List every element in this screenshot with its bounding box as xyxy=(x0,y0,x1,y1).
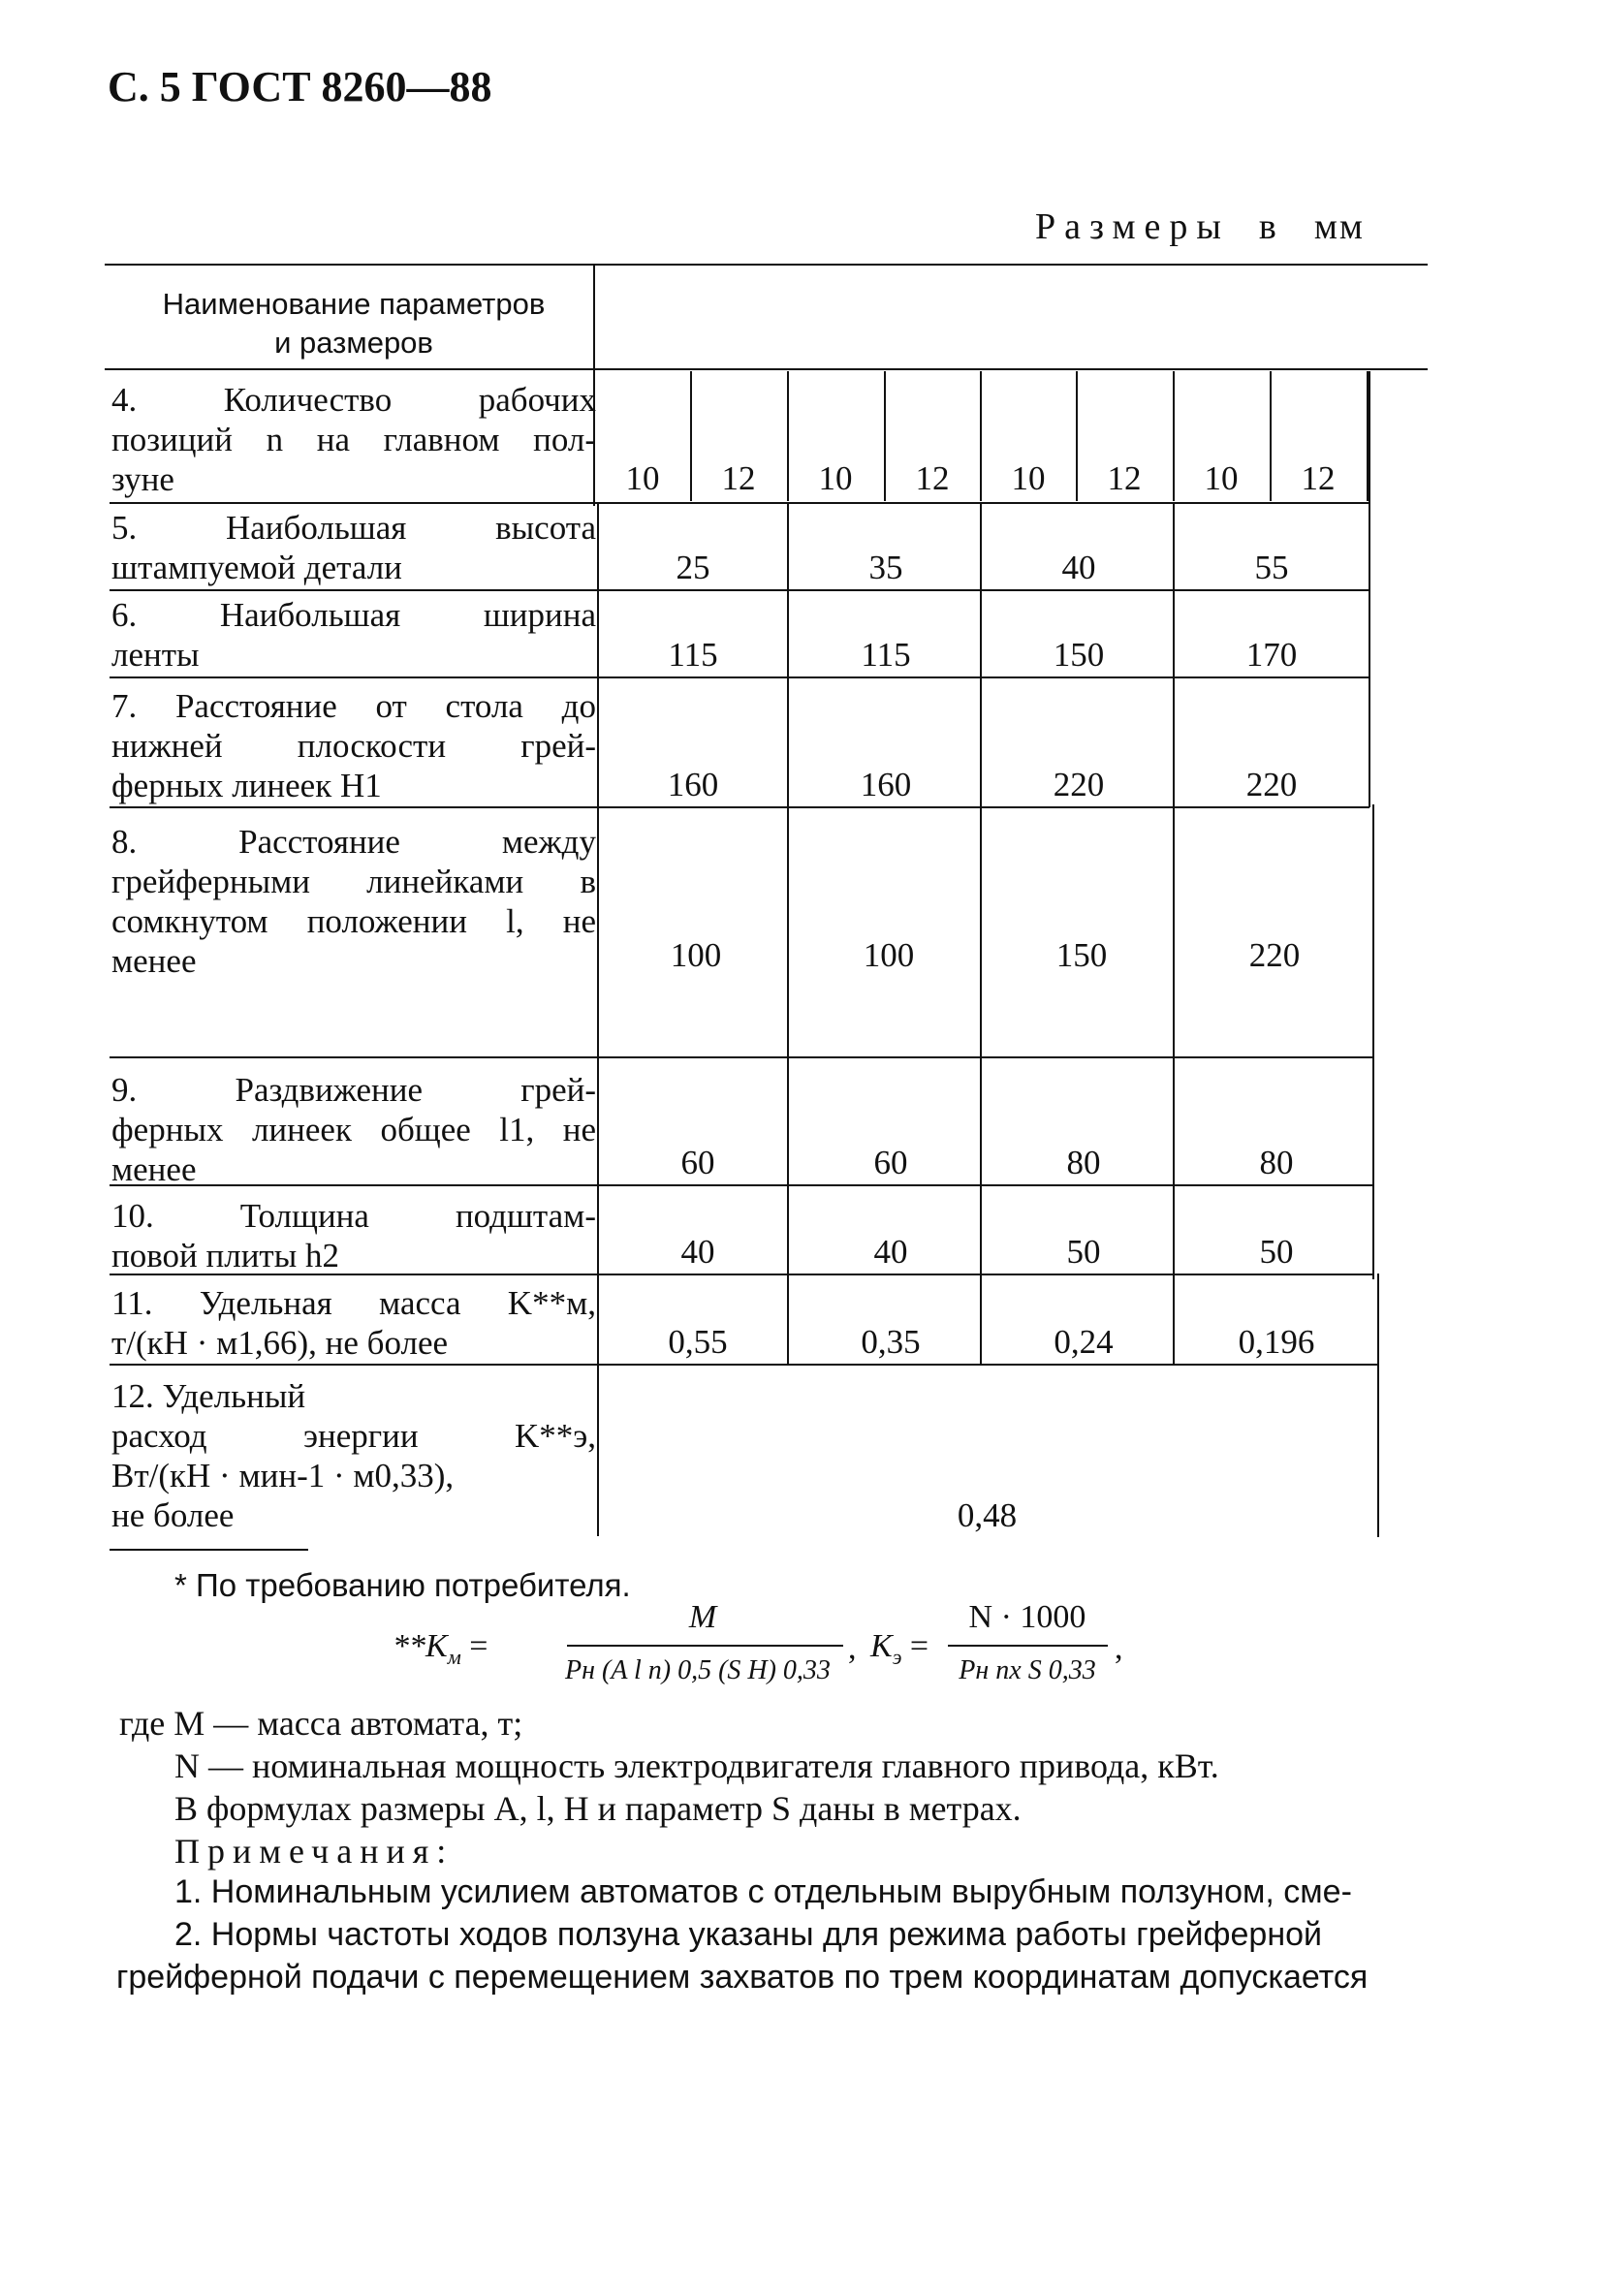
row-sep-5 xyxy=(110,589,1369,591)
formula-km-denominator: Pн (A l n) 0,5 (S H) 0,33 xyxy=(565,1655,831,1685)
table-cell: 40 xyxy=(680,1233,715,1271)
table-cell: 10 xyxy=(818,459,853,497)
param-line: 9. Раздвижение грей- xyxy=(111,1071,596,1109)
formula-ke-sub: э xyxy=(892,1644,902,1669)
table-cell: 12 xyxy=(1301,459,1336,497)
table-cell: 115 xyxy=(861,636,911,674)
param-line: 12. Удельный xyxy=(111,1377,306,1415)
param-line: грейферными линейками в xyxy=(111,863,596,900)
formula-ke-denominator: Pн nх S 0,33 xyxy=(959,1655,1096,1685)
table-cell: 10 xyxy=(625,459,660,497)
right-border-bottom xyxy=(1377,1274,1379,1537)
table-cell: 220 xyxy=(1053,766,1105,803)
table-cell: 160 xyxy=(667,766,719,803)
param-line: ферных линеек общее l1, не xyxy=(111,1111,596,1148)
param-line: расход энергии K**э, xyxy=(111,1417,596,1455)
param-line: повой плиты h2 xyxy=(111,1237,339,1274)
param-row-8 xyxy=(111,822,596,981)
param-line: зуне xyxy=(111,460,174,498)
param-row-6 xyxy=(111,595,596,675)
param-line: ленты xyxy=(111,636,200,674)
table-cell: 60 xyxy=(873,1144,908,1181)
param-line: позиций n на главном пол- xyxy=(111,421,596,458)
formula-km-label xyxy=(393,1628,488,1670)
formula-km-numerator: M xyxy=(688,1599,717,1635)
table-cell: 0,55 xyxy=(668,1323,728,1361)
param-row-11 xyxy=(111,1283,596,1363)
table-cell: 150 xyxy=(1055,936,1108,974)
param-line: нижней плоскости грей- xyxy=(111,727,596,765)
param-row-7 xyxy=(111,686,596,805)
table-cell: 0,35 xyxy=(861,1323,921,1361)
head-label-line1: Наименование параметров xyxy=(162,287,546,321)
note-2: 2. Нормы частоты ходов ползуна указаны для режима работы грейферной xyxy=(174,1916,1322,1953)
table-cell: 35 xyxy=(868,549,903,586)
table-cell: 0,24 xyxy=(1054,1323,1114,1361)
param-line: сомкнутом положении l, не xyxy=(111,902,596,940)
table-bottom-stub xyxy=(110,1549,308,1551)
row-sep-11 xyxy=(110,1364,1379,1366)
param-line: 10. Толщина подштам- xyxy=(111,1197,596,1235)
param-line: 6. Наибольшая ширина xyxy=(111,596,596,634)
formula-km-fraction-bar xyxy=(567,1645,843,1647)
table-cell: 12 xyxy=(915,459,950,497)
formula-sep: , xyxy=(848,1630,857,1666)
table-cell: 100 xyxy=(863,936,915,974)
note-1: 1. Номинальным усилием автоматов с отдельным вырубным ползуном, сме- xyxy=(174,1873,1352,1910)
formula-ke-eq: = xyxy=(909,1628,929,1664)
row-sep-6 xyxy=(110,676,1369,678)
table-cell: 50 xyxy=(1259,1233,1294,1271)
where-line-2: N — номинальная мощность электродвигателя главного привода, кВт. xyxy=(174,1746,1219,1785)
param-line: 8. Расстояние между xyxy=(111,823,596,861)
units-prep: в xyxy=(1258,206,1285,247)
param-line: 4. Количество рабочих xyxy=(111,381,596,419)
right-border-mid xyxy=(1372,804,1374,1279)
param-row-10 xyxy=(111,1196,596,1275)
table-cell: 50 xyxy=(1066,1233,1101,1271)
row-sep-7 xyxy=(110,806,1369,808)
table-cell: 0,48 xyxy=(957,1496,1018,1534)
table-head-label xyxy=(111,285,596,362)
table-cell: 80 xyxy=(1259,1144,1294,1181)
param-line: менее xyxy=(111,1150,197,1188)
header-separator-right xyxy=(594,368,1428,370)
formula-km-sub: м xyxy=(447,1644,461,1669)
row-sep-4 xyxy=(110,502,1369,504)
formula-prefix: **K xyxy=(393,1628,448,1664)
table-cell: 220 xyxy=(1245,766,1298,803)
param-line: 5. Наибольшая высота xyxy=(111,509,596,547)
param-line: ферных линеек H1 xyxy=(111,767,382,804)
footnote-star: * По требованию потребителя. xyxy=(174,1567,631,1603)
table-cell: 10 xyxy=(1204,459,1239,497)
where-line-3: В формулах размеры A, l, H и параметр S даны в метрах. xyxy=(174,1789,1022,1828)
table-cell: 60 xyxy=(680,1144,715,1181)
formula-ke-label xyxy=(870,1628,928,1670)
param-line: не более xyxy=(111,1496,235,1534)
formula-ke: K xyxy=(870,1628,893,1664)
row-sep-8 xyxy=(110,1056,1374,1058)
formula-ke-numerator: N · 1000 xyxy=(968,1599,1086,1635)
param-line: менее xyxy=(111,942,197,980)
param-line: штампуемой детали xyxy=(111,549,402,586)
note-3: грейферной подачи с перемещением захватов по трем координатам допускается xyxy=(116,1959,1369,1996)
param-line: 7. Расстояние от стола до xyxy=(111,687,596,725)
table-cell: 12 xyxy=(721,459,756,497)
table-cell: 12 xyxy=(1107,459,1142,497)
formula-eq: = xyxy=(469,1628,488,1664)
formula-ke-fraction-bar xyxy=(948,1645,1108,1647)
param-row-5 xyxy=(111,508,596,587)
table-cell: 80 xyxy=(1066,1144,1101,1181)
formula-end: , xyxy=(1115,1630,1123,1666)
param-line: Вт/(кН · мин-1 · м0,33), xyxy=(111,1457,455,1494)
table-cell: 40 xyxy=(873,1233,908,1271)
right-border-top xyxy=(1369,371,1370,807)
where-line-1: где M — масса автомата, т; xyxy=(119,1704,523,1743)
table-top-border xyxy=(105,264,1428,266)
units-unit: мм xyxy=(1313,206,1365,247)
table-cell: 115 xyxy=(668,636,718,674)
param-line: т/(кН · м1,66), не более xyxy=(111,1324,449,1362)
table-cell: 40 xyxy=(1061,549,1096,586)
table-cell: 160 xyxy=(860,766,912,803)
table-cell: 170 xyxy=(1245,636,1298,674)
head-label-line2: и размеров xyxy=(274,326,433,360)
param-line: 11. Удельная масса K**м, xyxy=(111,1284,596,1322)
param-row-4 xyxy=(111,380,596,499)
table-cell: 150 xyxy=(1053,636,1105,674)
table-cell: 10 xyxy=(1011,459,1046,497)
table-cell: 0,196 xyxy=(1238,1323,1315,1361)
param-row-12 xyxy=(111,1376,596,1535)
table-cell: 100 xyxy=(670,936,722,974)
page-header: С. 5 ГОСТ 8260—88 xyxy=(108,63,492,110)
units-caption xyxy=(1035,205,1365,248)
table-cell: 25 xyxy=(676,549,710,586)
header-separator xyxy=(105,368,594,370)
table-cell: 55 xyxy=(1254,549,1289,586)
param-row-9 xyxy=(111,1070,596,1189)
units-word: Размеры xyxy=(1035,206,1230,247)
notes-title: Примечания: xyxy=(174,1832,455,1871)
table-cell: 220 xyxy=(1248,936,1301,974)
